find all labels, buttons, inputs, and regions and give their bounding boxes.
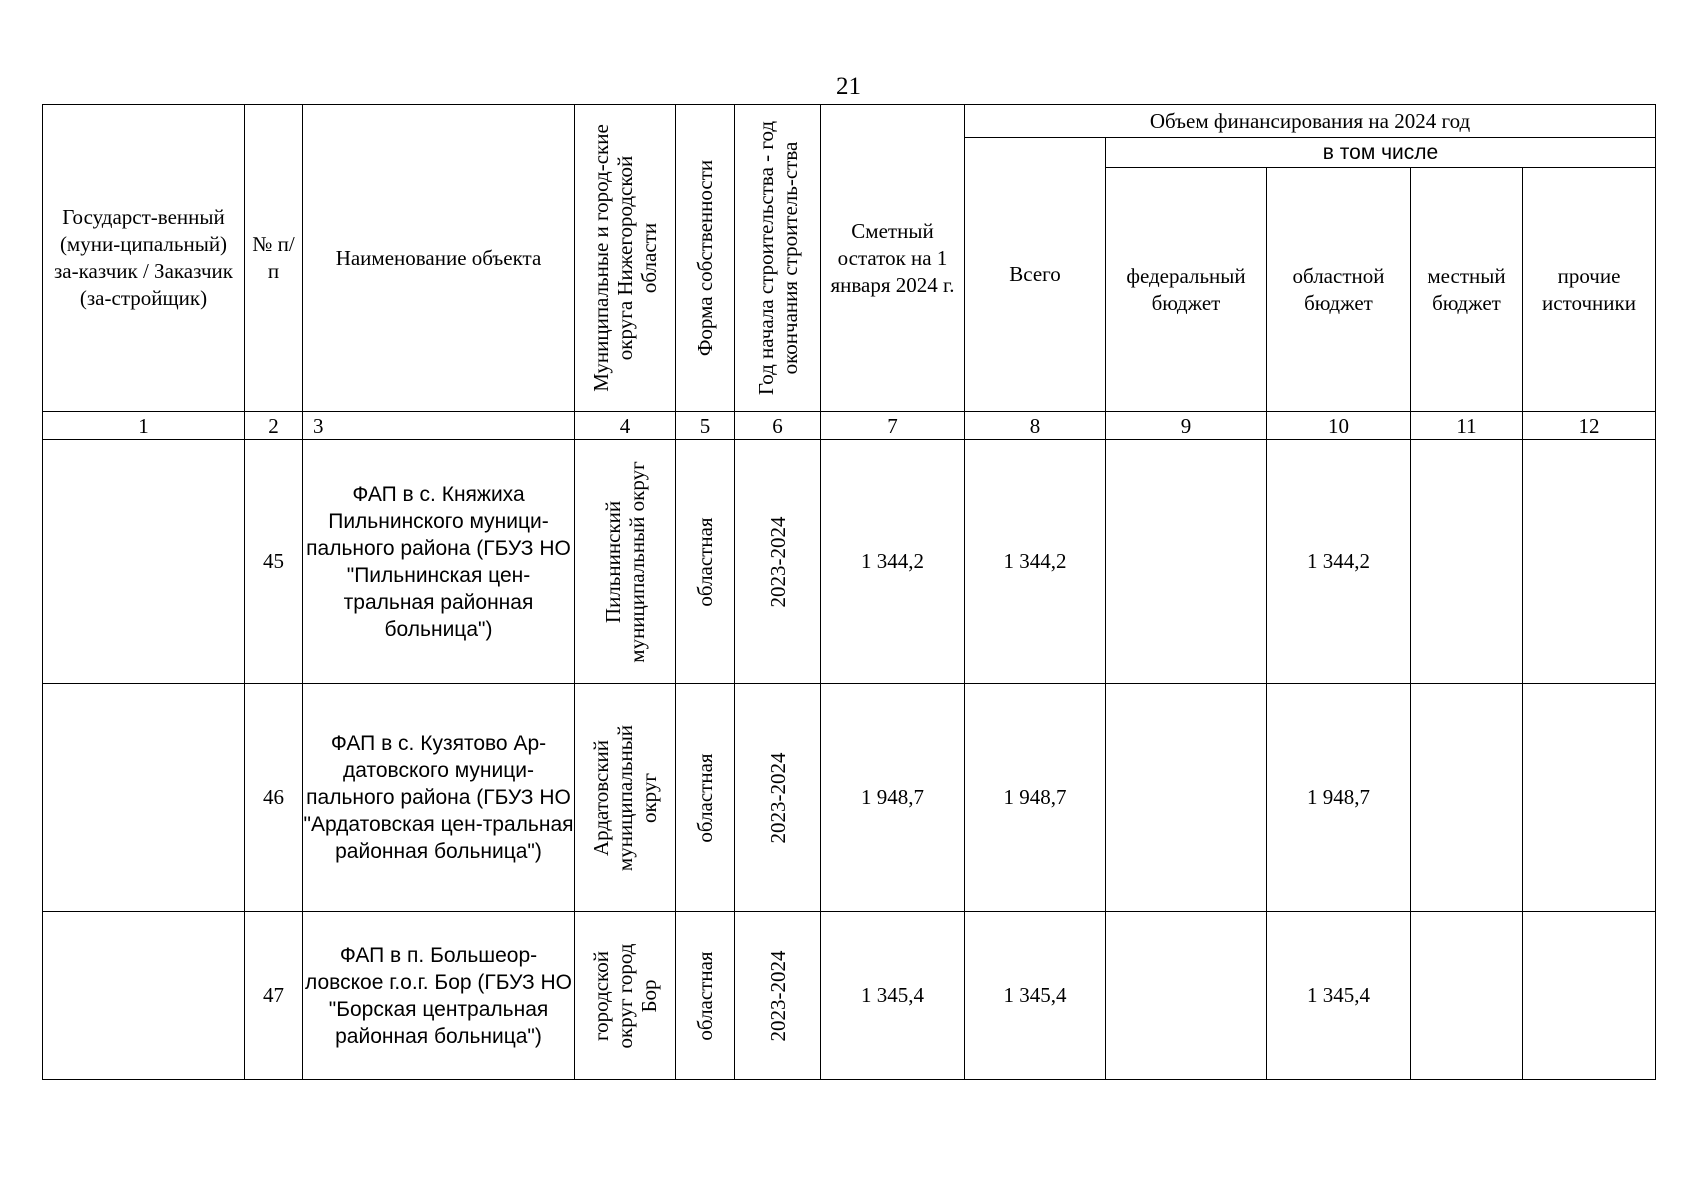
column-number: 2: [245, 412, 303, 440]
cell-other: [1523, 440, 1656, 684]
cell-num: 46: [245, 684, 303, 912]
cell-years: 2023-2024: [735, 440, 821, 684]
cell-customer: [43, 912, 245, 1080]
column-number: 11: [1411, 412, 1523, 440]
cell-ownership: областная: [676, 912, 735, 1080]
column-number: 3: [303, 412, 575, 440]
cell-municipality: Пильнинский муниципальный округ: [575, 440, 676, 684]
cell-ownership: областная: [676, 440, 735, 684]
cell-estimate: 1 948,7: [821, 684, 965, 912]
cell-object-name: ФАП в п. Большеор-ловское г.о.г. Бор (ГБУЗ НО "Борская центральная районная больница"): [303, 912, 575, 1080]
cell-local: [1411, 912, 1523, 1080]
page-number: 21: [836, 73, 861, 100]
cell-municipality: Ардатовский муниципальный округ: [575, 684, 676, 912]
cell-object-name: ФАП в с. Кузятово Ар-датовского муници-пального района (ГБУЗ НО "Ардатовская цен-тральная районная больница"): [303, 684, 575, 912]
column-number: 1: [43, 412, 245, 440]
cell-federal: [1106, 912, 1267, 1080]
cell-municipality: городской округ город Бор: [575, 912, 676, 1080]
column-number: 9: [1106, 412, 1267, 440]
table-row: [43, 912, 1656, 1080]
cell-years: 2023-2024: [735, 912, 821, 1080]
cell-regional: 1 948,7: [1267, 684, 1411, 912]
header-federal: федеральный бюджет: [1106, 168, 1267, 412]
column-number: 6: [735, 412, 821, 440]
table-row: [43, 684, 1656, 912]
header-customer: Государст-венный (муни-ципальный) за-казчик / Заказчик (за-стройщик): [43, 105, 245, 412]
header-municipality: Муниципальные и город-ские округа Нижегородской области: [575, 105, 676, 412]
cell-years: 2023-2024: [735, 684, 821, 912]
cell-federal: [1106, 440, 1267, 684]
cell-estimate: 1 344,2: [821, 440, 965, 684]
header-num: № п/п: [245, 105, 303, 412]
cell-customer: [43, 440, 245, 684]
cell-other: [1523, 912, 1656, 1080]
cell-federal: [1106, 684, 1267, 912]
header-years: Год начала строительства - год окончания строитель-ства: [735, 105, 821, 412]
financing-table: [42, 104, 1656, 1080]
cell-num: 45: [245, 440, 303, 684]
column-number: 4: [575, 412, 676, 440]
column-number: 7: [821, 412, 965, 440]
header-other: прочие источники: [1523, 168, 1656, 412]
cell-total: 1 948,7: [965, 684, 1106, 912]
header-estimate: Сметный остаток на 1 января 2024 г.: [821, 105, 965, 412]
header-object-name: Наименование объекта: [303, 105, 575, 412]
cell-regional: 1 344,2: [1267, 440, 1411, 684]
column-number: 5: [676, 412, 735, 440]
cell-total: 1 344,2: [965, 440, 1106, 684]
column-number: 12: [1523, 412, 1656, 440]
cell-total: 1 345,4: [965, 912, 1106, 1080]
cell-ownership: областная: [676, 684, 735, 912]
column-numbers-row: [43, 412, 1656, 440]
cell-local: [1411, 440, 1523, 684]
column-number: 8: [965, 412, 1106, 440]
header-ownership: Форма собственности: [676, 105, 735, 412]
cell-local: [1411, 684, 1523, 912]
header-including: в том числе: [1106, 138, 1656, 168]
cell-regional: 1 345,4: [1267, 912, 1411, 1080]
cell-estimate: 1 345,4: [821, 912, 965, 1080]
column-number: 10: [1267, 412, 1411, 440]
cell-object-name: ФАП в с. Княжиха Пильнинского муници-пального района (ГБУЗ НО "Пильнинская цен-тральная районная больница"): [303, 440, 575, 684]
table-row: [43, 440, 1656, 684]
header-funding: Объем финансирования на 2024 год: [965, 105, 1656, 138]
header-regional: областной бюджет: [1267, 168, 1411, 412]
cell-customer: [43, 684, 245, 912]
header-local: местный бюджет: [1411, 168, 1523, 412]
header-total: Всего: [965, 138, 1106, 412]
cell-other: [1523, 684, 1656, 912]
cell-num: 47: [245, 912, 303, 1080]
